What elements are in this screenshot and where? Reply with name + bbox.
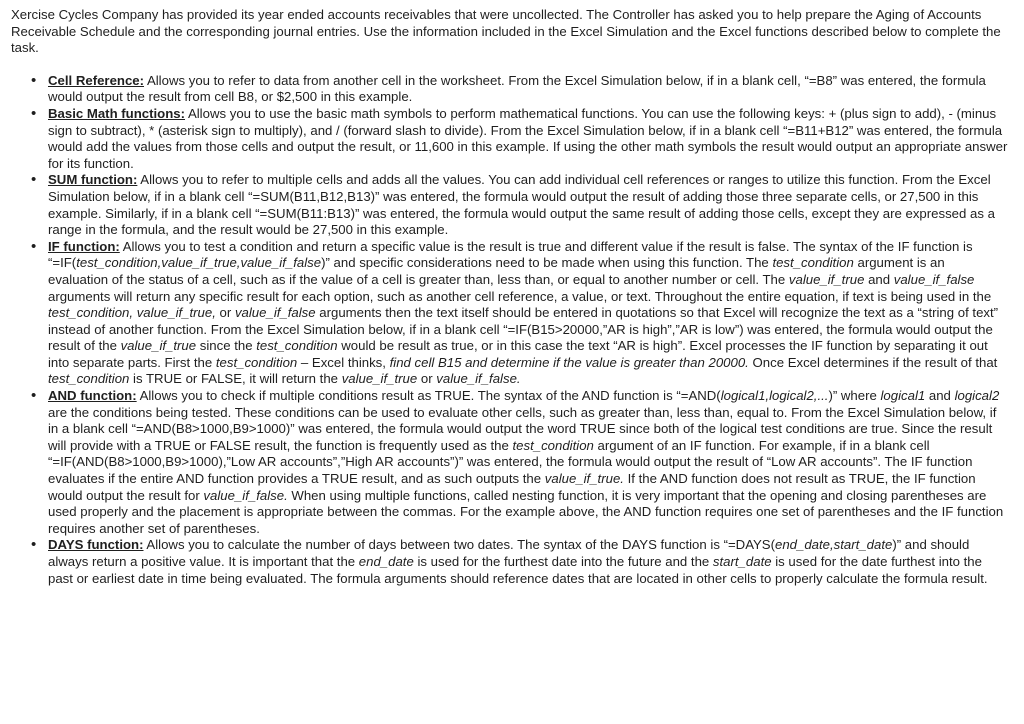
italic-segment: value_if_true. xyxy=(544,471,624,487)
text-segment: is used for the date furthest into the past or earliest date in time being evaluated. The formula arguments should reference dates that are located in other cells to properly calculate the formula result. xyxy=(48,554,988,586)
text-segment: arguments then the text itself should be entered in quotations so that Excel will recognize the text as a “string of text” instead of another function. From the Excel Simulation below, if in a blank cell “=IF(B15>20000,”AR is high”,”AR is low”) was entered, the formula would output the result of the xyxy=(48,305,999,354)
text-segment: )” and specific considerations need to be made when using this function. The xyxy=(321,255,773,271)
italic-segment: value_if_false xyxy=(893,271,975,287)
italic-segment: value_if_false. xyxy=(203,487,288,503)
italic-segment: end_date,start_date xyxy=(775,537,893,553)
term-days-function: DAYS function: xyxy=(48,537,144,553)
text-segment: argument is an evaluation of the status of a cell, such as if the value of a cell is greater than, less than, or equal to another number or cell. The xyxy=(48,255,945,287)
italic-segment: value_if_false. xyxy=(436,371,521,387)
bullet-icon: • xyxy=(31,387,37,405)
italic-segment: test_condition xyxy=(215,354,298,370)
italic-segment: test_condition xyxy=(48,371,130,387)
italic-segment: end_date xyxy=(358,554,414,569)
italic-segment: test_condition, value_if_true, xyxy=(48,305,216,321)
italic-segment: logical1 xyxy=(880,388,926,404)
text-segment: and xyxy=(925,388,955,404)
text-segment: or xyxy=(417,371,437,387)
italic-segment: test_condition,value_if_true,value_if_false xyxy=(76,255,322,271)
list-item-if-function xyxy=(11,239,1008,388)
text-segment: arguments will return any specific result for each option, such as another cell reference, a value, or text. Throughout the entire equation, if text is being used in the xyxy=(48,288,992,304)
bullet-icon: • xyxy=(31,237,37,255)
term-if-function: IF function: xyxy=(48,238,120,254)
list-item-cell-reference xyxy=(11,73,1008,106)
text-segment: or xyxy=(215,305,235,321)
intro-paragraph: Xercise Cycles Company has provided its year ended accounts receivables that were uncollected. The Controller has asked you to help prepare the Aging of Accounts Receivable Schedule and the corresponding journal entries. Use the information included in the Excel Simulation and the Excel functions described below to complete the task. xyxy=(11,7,1001,56)
list-item-basic-math xyxy=(11,106,1008,172)
italic-segment: find cell B15 and determine if the value is greater than 20000. xyxy=(389,354,749,370)
italic-segment: logical1,logical2,... xyxy=(720,388,829,404)
text-segment: would be result as true, or in this case the text “AR is high”. Excel processes the IF function by separating it out into separate parts. First the xyxy=(48,338,988,370)
function-list xyxy=(11,73,1008,587)
text-segment: Allows you to refer to multiple cells and adds all the values. You can add individual cell references or ranges to utilize this function. From the Excel Simulation below, if in a blank cell “=SUM(B11,B12,B13)” was entered, the formula would output the result of adding those three separate cells, or 27,500 in this example. Similarly, if in a blank cell “=SUM(B11:B13)” was entered, the formula would output the same result of adding those cells, except they are expressed as a range in the formula, and the result would be 27,500 in this example. xyxy=(48,172,995,238)
text-segment: is used for the furthest date into the future and the xyxy=(413,554,713,569)
text-segment: )” and should always return a positive value. It is important that the xyxy=(48,537,970,569)
list-item-and-function xyxy=(11,388,1008,537)
text-segment: Allows you to use the basic math symbols to perform mathematical functions. You can use the following keys: + (plus sign to add), - (minus sign to subtract), * (asterisk sign to multiply), and / (forward slash to divide). From the Excel Simulation below, if in a blank cell “=B11+B12” was entered, the formula would add the values from those cells and output the result, or 11,600 in this example. If using the other math symbols the result would output an appropriate answer for its function. xyxy=(48,105,1008,171)
italic-segment: test_condition xyxy=(256,338,338,354)
text-segment: If the AND function does not result as TRUE, the IF function would output the result for xyxy=(48,471,976,503)
bullet-icon: • xyxy=(31,104,37,122)
italic-segment: value_if_true xyxy=(120,338,197,354)
text-segment: Allows you to check if multiple conditions result as TRUE. The syntax of the AND function is “=AND( xyxy=(136,388,721,404)
italic-segment: start_date xyxy=(712,554,772,569)
text-segment: – Excel thinks, xyxy=(297,354,390,370)
term-cell-reference: Cell Reference: xyxy=(48,72,145,88)
bullet-icon: • xyxy=(31,71,37,89)
text-segment: )” where xyxy=(828,388,881,404)
term-and-function: AND function: xyxy=(48,388,137,404)
text-segment: Allows you to test a condition and return a specific value is the result is true and different value if the result is false. The syntax of the IF function is “=IF( xyxy=(48,238,973,271)
text-segment: are the conditions being tested. These conditions can be used to evaluate other cells, such as greater than, less than, equal to. From the Excel Simulation below, if in a blank cell “=AND(B8>1000,B9>1000)” was entered, the formula would output the word TRUE since both of the logical test conditions are true. Since the result will provide with a TRUE or FALSE result, the function is frequently used as the xyxy=(48,404,997,453)
italic-segment: test_condition xyxy=(772,255,854,271)
list-item-days-function xyxy=(11,537,1008,587)
list-item-sum-function xyxy=(11,172,1008,238)
text-segment: argument of an IF function. For example, if in a blank cell “=IF(AND(B8>1000,B9>1000),”Low AR accounts”,”High AR accounts”)” was entered, the formula would output the result of “Low AR accounts”. The IF function evaluates if the entire AND function provides a TRUE result, and as such outputs the xyxy=(48,437,973,487)
italic-segment: value_if_true xyxy=(788,271,865,287)
text-segment: is TRUE or FALSE, it will return the xyxy=(129,371,342,387)
italic-segment: logical2 xyxy=(954,388,1000,404)
text-segment: When using multiple functions, called nesting function, it is very important that the opening and closing parentheses are used properly and the placement is appropriate between the commas. For the example above, the AND function requires one set of parentheses and the IF function requires another set of parentheses. xyxy=(48,487,1004,536)
text-segment: since the xyxy=(196,338,257,354)
bullet-icon: • xyxy=(31,171,37,189)
italic-segment: value_if_false xyxy=(234,305,316,321)
italic-segment: test_condition xyxy=(512,437,594,453)
bullet-icon: • xyxy=(31,536,37,554)
text-segment: Once Excel determines if the result of that xyxy=(748,354,998,370)
text-segment: and xyxy=(864,271,894,287)
term-basic-math: Basic Math functions: xyxy=(48,105,186,121)
text-segment: Allows you to refer to data from another cell in the worksheet. From the Excel Simulation below, if in a blank cell, “=B8” was entered, the formula would output the result from cell B8, or $2,500 in this example. xyxy=(48,72,986,105)
italic-segment: value_if_true xyxy=(341,371,418,387)
text-segment: Allows you to calculate the number of days between two dates. The syntax of the DAYS function is “=DAYS( xyxy=(143,537,775,553)
term-sum-function: SUM function: xyxy=(48,172,138,188)
